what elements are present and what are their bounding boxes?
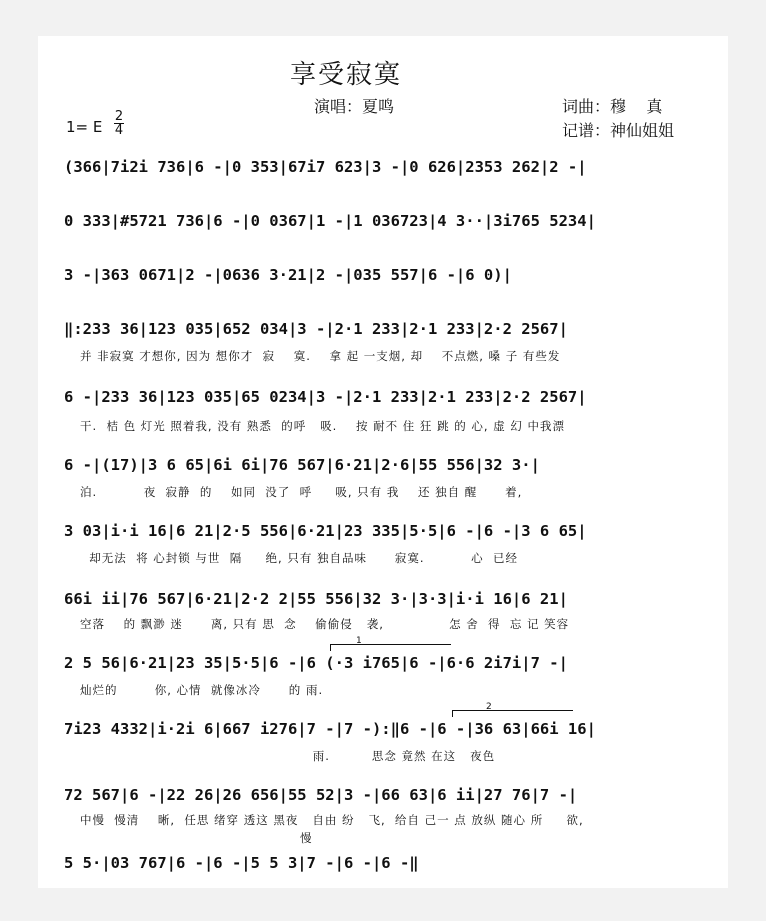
notation-row-6: 6 -|(17)|3 6 65|6i 6i|76 567|6·21|2·6|55 556|32 3·| — [64, 456, 540, 474]
notation-row-1: (366|7i2i 736|6 -|0 353|67i7 623|3 -|0 626|2353 262|2 -| — [64, 158, 587, 176]
notation-row-7: 3 03|i·i 16|6 21|2·5 556|6·21|23 335|5·5|6 -|6 -|3 6 65| — [64, 522, 587, 540]
lyric-row-11: 中慢 慢清 晰, 任思 绪穿 透这 黑夜 自由 纷 飞, 给自 己一 点 放纵 随心 所 欲, — [80, 813, 584, 827]
lyric-row-10: 雨. 思念 竟然 在这 夜色 — [80, 749, 496, 763]
time-signature-top: 2 — [114, 109, 124, 124]
notation-row-11: 72 567|6 -|22 26|26 656|55 52|3 -|66 63|6 ii|27 76|7 -| — [64, 786, 578, 804]
volta-1-bracket — [330, 644, 451, 651]
song-title: 享受寂寞 — [290, 60, 403, 90]
notation-row-2: 0 333|#5721 736|6 -|0 0367|1 -|1 036723|4 3··|3i765 5234| — [64, 212, 596, 230]
time-signature — [114, 110, 124, 137]
lyric-row-8: 空落 的 飘渺 迷 离, 只有 思 念 偷偷侵 袭, 怎 舍 得 忘 记 笑容 — [80, 617, 570, 631]
volta-2-bracket — [452, 710, 573, 717]
lyric-row-9: 灿烂的 你, 心情 就像冰冷 的 雨. — [80, 683, 324, 697]
volta-2-label: 2 — [486, 702, 492, 712]
lyric-row-5: 干. 桔 色 灯光 照着我, 没有 熟悉 的呼 吸. 按 耐不 住 狂 跳 的 心, 虚 幻 中我漂 — [80, 419, 566, 433]
lyric-row-7: 却无法 将 心封锁 与世 隔 绝, 只有 独自品味 寂寞. 心 已经 — [80, 551, 518, 565]
lyric-row-6: 泊. 夜 寂静 的 如同 没了 呼 吸, 只有 我 还 独自 醒 着, — [80, 485, 523, 499]
notation-row-9: 2 5 56|6·21|23 35|5·5|6 -|6 (·3 i765|6 -|6·6 2i7i|7 -| — [64, 654, 568, 672]
lyric-row-11-extra: 慢 — [300, 831, 313, 845]
singer-credit: 演唱：夏鸣 — [314, 97, 395, 116]
notation-row-12: 5 5·|03 767|6 -|6 -|5 5 3|7 -|6 -|6 -‖ — [64, 854, 419, 872]
key-signature: 1= E — [66, 118, 103, 136]
notation-row-5: 6 -|233 36|123 035|65 0234|3 -|2·1 233|2·1 233|2·2 2567| — [64, 388, 587, 406]
composer-credit: 词曲：穆 真 — [562, 97, 663, 116]
notation-row-3: 3 -|363 0671|2 -|0636 3·21|2 -|035 557|6 -|6 0)| — [64, 266, 512, 284]
notation-row-8: 66i ii|76 567|6·21|2·2 2|55 556|32 3·|3·3|i·i 16|6 21| — [64, 590, 568, 608]
notation-row-10: 7i23 4332|i·2i 6|667 i276|7 -|7 -):‖6 -|6 -|36 63|66i 16| — [64, 720, 596, 738]
transcriber-credit: 记谱：神仙姐姐 — [562, 121, 675, 140]
lyric-row-4: 并 非寂寞 才想你, 因为 想你才 寂 寞. 拿 起 一支烟, 却 不点燃, 嗓 子 有些发 — [80, 349, 561, 363]
notation-row-4: ‖:233 36|123 035|652 034|3 -|2·1 233|2·1 233|2·2 2567| — [64, 320, 568, 338]
time-signature-bottom: 4 — [114, 123, 124, 138]
volta-1-label: 1 — [356, 636, 362, 646]
